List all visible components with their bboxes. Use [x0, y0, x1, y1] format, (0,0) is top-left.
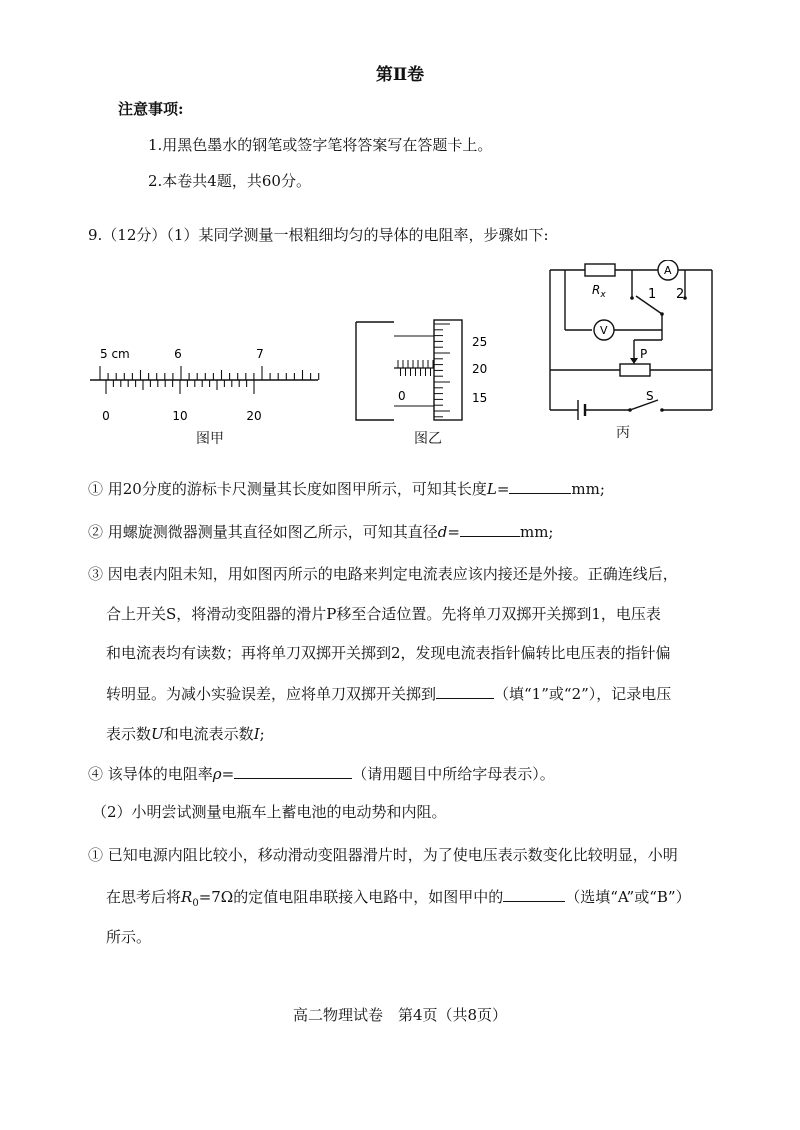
step-3-line-3: 和电流表均有读数；再将单刀双掷开关掷到2，发现电流表指针偏转比电压表的指针偏	[106, 644, 671, 662]
caption-bing: 丙	[616, 425, 630, 441]
note-item-2: 2.本卷共4题，共60分。	[148, 172, 311, 190]
label-slider-p: P	[640, 347, 648, 361]
caption-jia: 图甲	[196, 431, 224, 447]
circuit-diagram	[540, 260, 720, 420]
sleeve-label-0: 0	[398, 389, 406, 403]
step-2: ② 用螺旋测微器测量其直径如图乙所示，可知其直径d= mm;	[88, 523, 554, 541]
switch-s	[630, 400, 658, 410]
label-ammeter: A	[664, 264, 672, 277]
label-pos-2: 2	[676, 287, 685, 302]
vernier-label-0: 0	[102, 409, 110, 423]
note-item-1: 1.用黑色墨水的钢笔或签字笔将答案写在答题卡上。	[148, 136, 493, 154]
micrometer-figure	[350, 316, 500, 424]
label-pos-1: 1	[648, 287, 657, 302]
step-1: ① 用20分度的游标卡尺测量其长度如图甲所示，可知其长度L= mm;	[88, 480, 605, 498]
step-3-line-4: 转明显。为减小实验误差，应将单刀双掷开关掷到 （填“1”或“2”），记录电压	[106, 685, 672, 703]
thimble-label-15: 15	[472, 391, 488, 405]
step-3-line-1: ③ 因电表内阻未知，用如图丙所示的电路来判定电流表应该内接还是外接。正确连线后，	[88, 565, 678, 583]
vernier-label-20: 20	[246, 409, 262, 423]
vernier-caliper-figure	[86, 340, 326, 432]
notes-heading: 注意事项:	[118, 100, 184, 118]
thimble-label-25: 25	[472, 335, 488, 349]
step-4: ④ 该导体的电阻率ρ= （请用题目中所给字母表示）。	[88, 765, 555, 783]
answer-blank-circuit[interactable]	[503, 887, 565, 902]
part-2-step-1-line-3: 所示。	[106, 928, 152, 946]
answer-blank-switch[interactable]	[436, 684, 494, 699]
label-switch-s: S	[646, 389, 654, 403]
main-scale-label-7: 7	[256, 347, 264, 361]
part-2-step-1-line-2: 在思考后将$R_0=7\Omega$的定值电阻串联接入电路中，如图甲中的 （选填“A”或“B”）	[106, 888, 691, 909]
main-scale-label-5cm: 5 cm	[100, 347, 130, 361]
answer-blank-resistivity[interactable]	[234, 764, 352, 779]
answer-blank-length[interactable]	[509, 479, 571, 494]
rheostat	[620, 364, 650, 376]
section-title: 第Ⅱ卷	[375, 65, 425, 85]
resistor-rx	[585, 264, 615, 276]
caption-yi: 图乙	[414, 431, 442, 447]
label-voltmeter: V	[600, 324, 608, 337]
part-2-intro: （2）小明尝试测量电瓶车上蓄电池的电动势和内阻。	[92, 803, 447, 821]
page-footer: 高二物理试卷 第4页（共8页）	[292, 1006, 508, 1024]
vernier-label-10: 10	[172, 409, 188, 423]
step-3-line-2: 合上开关S，将滑动变阻器的滑片P移至合适位置。先将单刀双掷开关掷到1，电压表	[106, 605, 661, 623]
step-3-line-5: 表示数U和电流表示数I;	[106, 725, 265, 743]
part-2-step-1-line-1: ① 已知电源内阻比较小，移动滑动变阻器滑片时，为了使电压表示数变化比较明显，小明	[88, 846, 678, 864]
thimble-label-20: 20	[472, 362, 488, 376]
main-scale-label-6: 6	[174, 347, 182, 361]
label-rx: $R_x$	[592, 283, 606, 300]
answer-blank-diameter[interactable]	[460, 522, 520, 537]
q9-intro: 9.（12分）（1）某同学测量一根粗细均匀的导体的电阻率，步骤如下:	[88, 226, 549, 244]
